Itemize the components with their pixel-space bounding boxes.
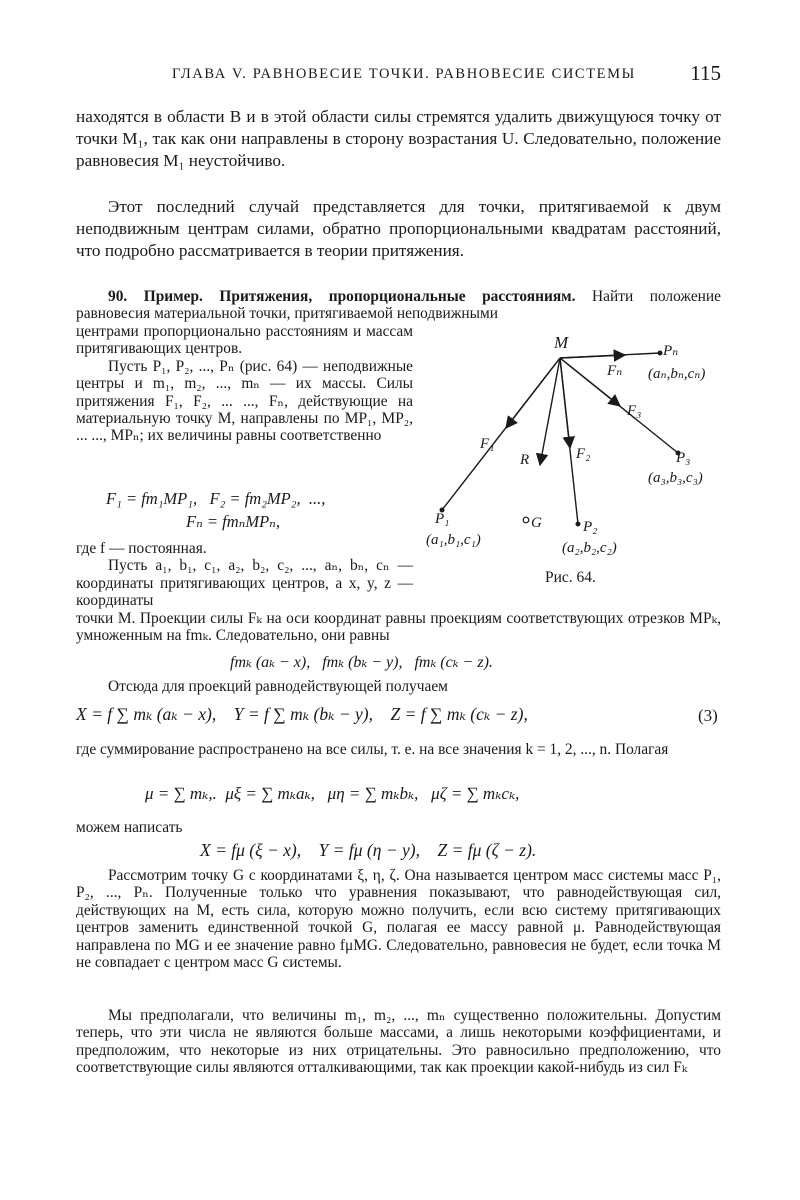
point-G (523, 517, 529, 523)
label-P2: P₂ (583, 519, 598, 535)
label-P1-coords: (a₁,b₁,c₁) (426, 532, 481, 548)
label-F2: F₂ (576, 446, 591, 462)
section-intro: Найти положение равновесия материальной точки, притягиваемой неподвижными (76, 288, 721, 323)
wrapped-text-top (76, 323, 413, 445)
label-Pn-coords: (aₙ,bₙ,cₙ) (648, 366, 706, 382)
label-M: M (554, 333, 569, 352)
write-intro: можем написать (76, 819, 183, 836)
formula-resultant: X = f ∑ mₖ (aₖ − x), Y = f ∑ mₖ (bₖ − y), Z = f ∑ mₖ (cₖ − z), (76, 704, 528, 724)
label-R: R (520, 452, 530, 468)
label-Pn: Pₙ (663, 343, 679, 359)
forces-paragraph: Пусть P₁, P₂, ..., Pₙ (рис. 64) — неподвижные центры и m₁, m₂, ..., mₙ — их массы. Силы притяжения F₁, F₂, ... ..., Fₙ, действующие на материальную точку M, направлены по MP₁, MP₂, ... ..., MPₙ; их величины равны соответственно (76, 357, 413, 445)
paragraph-1: находятся в области B и в этой области силы стремятся удалить движущуюся точку от точки M₁, так как они направлены в сторону возрастания U. Следовательно, положение равновесия M₁ неустойчиво. (76, 107, 721, 170)
resultant-intro: Отсюда для проекций равнодействующей получаем (108, 678, 448, 695)
label-P1: P₁ (435, 511, 450, 527)
label-G: G (531, 515, 542, 531)
point-P2 (576, 522, 581, 527)
formula-projections: fmₖ (aₖ − x), fmₖ (bₖ − y), fmₖ (cₖ − z). (230, 654, 493, 671)
arrow-Fn (560, 355, 625, 358)
arrow-R (540, 358, 560, 465)
formula-forces-line2: Fₙ = fmₙMPₙ, (186, 512, 280, 531)
figure-caption: Рис. 64. (545, 569, 596, 586)
page-number: 115 (690, 61, 721, 85)
summation-paragraph: где суммирование распространено на все силы, т. е. на все значения k = 1, 2, ..., n. Полагая (76, 741, 669, 758)
formula-center-of-mass: μ = ∑ mₖ,. μξ = ∑ mₖaₖ, μη = ∑ mₖbₖ, μζ = ∑ mₖcₖ, (145, 784, 520, 803)
force-diagram (420, 330, 730, 590)
arrow-F2 (560, 358, 570, 448)
center-of-mass-paragraph: Рассмотрим точку G с координатами ξ, η, ζ. Она называется центром масс системы масс P₁, P₂, ..., Pₙ. Полученные только что уравнения показывают, что равнодействующая сил, действующих на M, есть сила, которую можно получить, если всю систему притягивающих центров заменить единственной точкой G, полагая ее массу равной μ. Равнодействующая направлена по MG и ее значение равно fμMG. Следовательно, равновесия не будет, если точка M не совпадает с центром масс G системы. (76, 867, 721, 972)
arrow-F1 (506, 358, 560, 428)
section-paragraph (76, 288, 721, 323)
paragraph-2: Этот последний случай представляется для точки, притягиваемой к двум неподвижным центрам силами, обратно пропорциональными квадратам расстояний, что подробно рассматривается в теории притяжения. (76, 197, 721, 260)
label-P2-coords: (a₂,b₂,c₂) (562, 540, 617, 556)
constant-note: где f — постоянная. (76, 540, 207, 557)
section-title: 90. Пример. Притяжения, пропорциональные расстояниям. (108, 288, 576, 305)
running-header (76, 61, 721, 90)
projections-paragraph: точки M. Проекции силы Fₖ на оси координат равны проекциям соответствующих отрезков MPₖ, умноженным на fmₖ. Следовательно, они равны (76, 610, 721, 645)
equation-number: (3) (698, 706, 718, 725)
formula-forces-line1: F₁ = fm₁MP₁, F₂ = fm₂MP₂, ..., (106, 489, 326, 508)
running-title: ГЛАВА V. РАВНОВЕСИЕ ТОЧКИ. РАВНОВЕСИЕ СИСТЕМЫ (172, 66, 636, 82)
figure-64 (420, 330, 730, 590)
label-P3-coords: (a₃,b₃,c₃) (648, 470, 703, 486)
label-P3: P₃ (676, 450, 691, 466)
label-F3: F₃ (627, 403, 642, 419)
point-Pn (658, 351, 663, 356)
negative-masses-paragraph: Мы предполагали, что величины m₁, m₂, ..., mₙ существенно положительны. Допустим теперь, что эти числа не являются больше массами, а лишь некоторыми коэффициентами, и предположим, что некоторые из них отрицательны. Это равносильно предположению, что соответствующие силы являются отталкивающими, так как проекции какой-нибудь из сил Fₖ (76, 1007, 721, 1077)
coordinates-paragraph: Пусть a₁, b₁, c₁, a₂, b₂, c₂, ..., aₙ, bₙ, cₙ — координаты притягивающих центров, а x, y, z — координаты (76, 557, 413, 610)
formula-resultant-mu: X = fμ (ξ − x), Y = fμ (η − y), Z = fμ (ζ − z). (200, 840, 537, 860)
label-F1: F₁ (480, 436, 495, 452)
label-Fn: Fₙ (607, 363, 623, 379)
section-intro-continued: центрами пропорционально расстояниям и массам притягивающих центров. (76, 323, 413, 358)
wrapped-text-bottom (76, 540, 413, 610)
